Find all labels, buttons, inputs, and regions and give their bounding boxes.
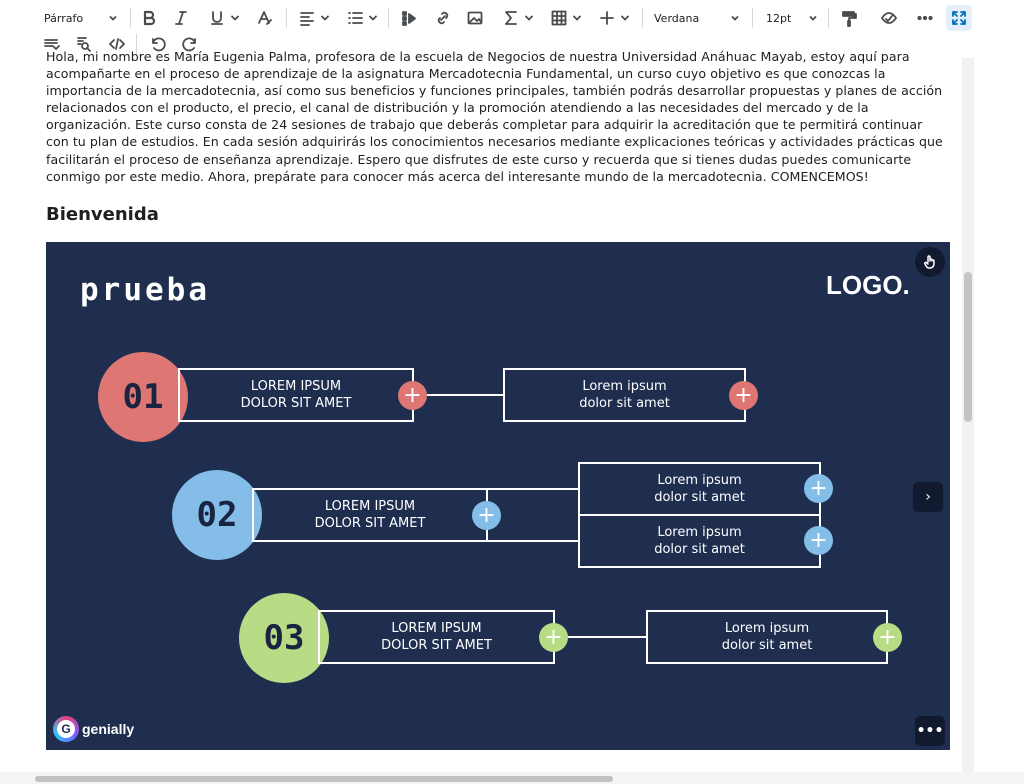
- row-2-sub-1-line1: Lorem ipsum: [657, 473, 742, 488]
- plus-icon: +: [477, 502, 496, 528]
- row-1-main-line2: DOLOR SIT AMET: [240, 396, 352, 411]
- toolbar-separator: [130, 8, 131, 28]
- genially-logo-icon: G: [53, 716, 79, 742]
- insert-button[interactable]: [596, 8, 632, 28]
- logo-text: LOGO.: [826, 270, 910, 300]
- block-format-select[interactable]: [44, 8, 118, 28]
- row-3-main-line1: LOREM IPSUM: [391, 621, 482, 636]
- insert-media-button[interactable]: [398, 8, 420, 28]
- chevron-right-icon: ›: [925, 489, 931, 505]
- format-painter-icon: [840, 9, 858, 27]
- italic-icon: [172, 9, 190, 27]
- chevron-down-icon: [108, 13, 118, 23]
- chevron-down-icon: [620, 13, 630, 23]
- row-1-sub-1-plus-button[interactable]: [729, 381, 758, 410]
- embed-title: prueba: [80, 272, 210, 308]
- plus-icon: +: [403, 382, 422, 408]
- row-2-sub-2-plus-button[interactable]: [804, 526, 833, 555]
- font-size-select[interactable]: [766, 8, 818, 28]
- more-icon: [916, 9, 934, 27]
- toolbar-separator: [828, 8, 829, 28]
- image-icon: [466, 9, 484, 27]
- accessibility-checker-icon: [880, 9, 898, 27]
- next-slide-button[interactable]: [913, 482, 943, 512]
- fullscreen-icon: [950, 9, 968, 27]
- row-1-main-box: [178, 368, 414, 422]
- row-3-main-box: [318, 610, 555, 664]
- chevron-down-icon: [230, 13, 240, 23]
- connector-line: [486, 488, 579, 490]
- toolbar-separator: [286, 8, 287, 28]
- row-2-sub-2-line1: Lorem ipsum: [657, 525, 742, 540]
- toolbar-separator: [388, 8, 389, 28]
- row-2-main-line2: DOLOR SIT AMET: [314, 516, 426, 531]
- row-3-sub-box-1: [646, 610, 888, 664]
- block-format-value: Párrafo: [44, 11, 84, 25]
- plus-icon: +: [878, 624, 897, 650]
- chevron-down-icon: [572, 13, 582, 23]
- lock-button[interactable]: [915, 247, 945, 277]
- more-icon: •••: [916, 723, 944, 739]
- row-2-sub-box-2: [578, 514, 821, 568]
- chevron-down-icon: [730, 13, 740, 23]
- bold-icon: [140, 9, 158, 27]
- row-2-sub-1-plus-button[interactable]: [804, 474, 833, 503]
- row-3-sub-1-plus-button[interactable]: [873, 623, 902, 652]
- underline-button[interactable]: [206, 8, 242, 28]
- text-color-button[interactable]: [254, 8, 276, 28]
- row-1-sub-1-line2: dolor sit amet: [579, 396, 670, 411]
- row-1-number: 01: [122, 377, 164, 417]
- align-icon: [298, 9, 316, 27]
- chevron-down-icon: [808, 13, 818, 23]
- plus-icon: +: [809, 475, 828, 501]
- genially-brand[interactable]: [53, 716, 134, 742]
- image-button[interactable]: [464, 8, 486, 28]
- plus-icon: +: [809, 527, 828, 553]
- genially-embed[interactable]: [46, 242, 950, 750]
- font-size-value: 12pt: [766, 11, 792, 25]
- row-1-sub-box-1: [503, 368, 746, 422]
- section-heading: Bienvenida: [46, 204, 159, 225]
- horizontal-scrollbar-thumb[interactable]: [35, 776, 613, 782]
- link-icon: [434, 9, 452, 27]
- row-3-sub-1-line1: Lorem ipsum: [724, 621, 810, 636]
- row-2-main-line1: LOREM IPSUM: [324, 499, 416, 514]
- chevron-down-icon: [524, 13, 534, 23]
- plus-icon: +: [734, 382, 753, 408]
- fullscreen-button[interactable]: [946, 5, 972, 31]
- intro-paragraph: Hola, mi nombre es María Eugenia Palma, profesora de la escuela de Negocios de nuestra Universidad Anáhuac Mayab, estoy aquí para acompañarte en el proceso de aprendizaje de la asignatura Mercadotecnia Fundamental, un curso cuyo objetivo es que conozcas la importancia de la mercadotecnia, así como sus beneficios y funciones principales, también podrás desarrollar propuestas y planes de acción relacionados con el producto, el precio, el canal de distribución y la promoción atendiendo a las necesidades del mercado y de la organización. Este curso consta de 24 sesiones de trabajo que deberás completar para adquirir la acreditación que te permitirá continuar con tu plan de estudios. En cada sesión adquirirás los conocimientos necesarios mediante explicaciones teóricas y actividades prácticas que facilitarán el proceso de enseñanza aprendizaje. Espero que disfrutes de este curso y recuerda que si tienes dudas puedes comunicarte conmigo por este medio. Ahora, prepárate para conocer más acerca del interesante mundo de la mercadotecnia. COMENCEMOS!: [46, 49, 943, 184]
- pointer-hand-icon: [922, 254, 938, 270]
- toolbar-separator: [752, 8, 753, 28]
- row-3-main-plus-button[interactable]: [539, 623, 568, 652]
- font-family-value: Verdana: [654, 11, 700, 25]
- embed-more-button[interactable]: [915, 716, 945, 746]
- insert-icon: [598, 9, 616, 27]
- row-2-number-circle: [172, 470, 262, 560]
- toolbar-separator: [642, 8, 643, 28]
- row-2-number: 02: [196, 495, 238, 535]
- row-3-main-line2: DOLOR SIT AMET: [381, 638, 492, 653]
- row-2-sub-box-1: [578, 462, 821, 516]
- row-1-main-line1: LOREM IPSUM: [250, 379, 342, 394]
- row-1-sub-1-line1: Lorem ipsum: [582, 379, 667, 394]
- font-family-select[interactable]: [654, 8, 740, 28]
- text-color-icon: [256, 9, 274, 27]
- link-button[interactable]: [432, 8, 454, 28]
- row-1-number-circle: [98, 352, 188, 442]
- accessibility-checker-button[interactable]: [878, 8, 900, 28]
- row-2-sub-2-line2: dolor sit amet: [654, 542, 745, 557]
- row-2-main-box: [252, 488, 488, 542]
- row-2-sub-1-line2: dolor sit amet: [654, 490, 745, 505]
- row-3-number-circle: [239, 593, 329, 683]
- vertical-scrollbar-thumb[interactable]: [964, 272, 972, 422]
- more-button[interactable]: [914, 8, 936, 28]
- brand-text: genially: [82, 721, 135, 737]
- chevron-down-icon: [320, 13, 330, 23]
- chevron-down-icon: [368, 13, 378, 23]
- connector-line: [486, 540, 579, 542]
- row-3-number: 03: [263, 618, 305, 658]
- equation-button[interactable]: [500, 8, 536, 28]
- table-icon: [550, 9, 568, 27]
- bold-button[interactable]: [138, 8, 160, 28]
- document-area[interactable]: [0, 49, 962, 772]
- underline-icon: [208, 9, 226, 27]
- row-2-main-plus-button[interactable]: [472, 501, 501, 530]
- insert-media-icon: [400, 9, 418, 27]
- equation-icon: [502, 9, 520, 27]
- row-1-main-plus-button[interactable]: [398, 381, 427, 410]
- format-painter-button[interactable]: [838, 8, 860, 28]
- list-button[interactable]: [344, 8, 380, 28]
- table-button[interactable]: [548, 8, 584, 28]
- plus-icon: +: [544, 624, 563, 650]
- align-button[interactable]: [296, 8, 332, 28]
- list-icon: [346, 9, 364, 27]
- italic-button[interactable]: [170, 8, 192, 28]
- row-3-sub-1-line2: dolor sit amet: [721, 638, 813, 653]
